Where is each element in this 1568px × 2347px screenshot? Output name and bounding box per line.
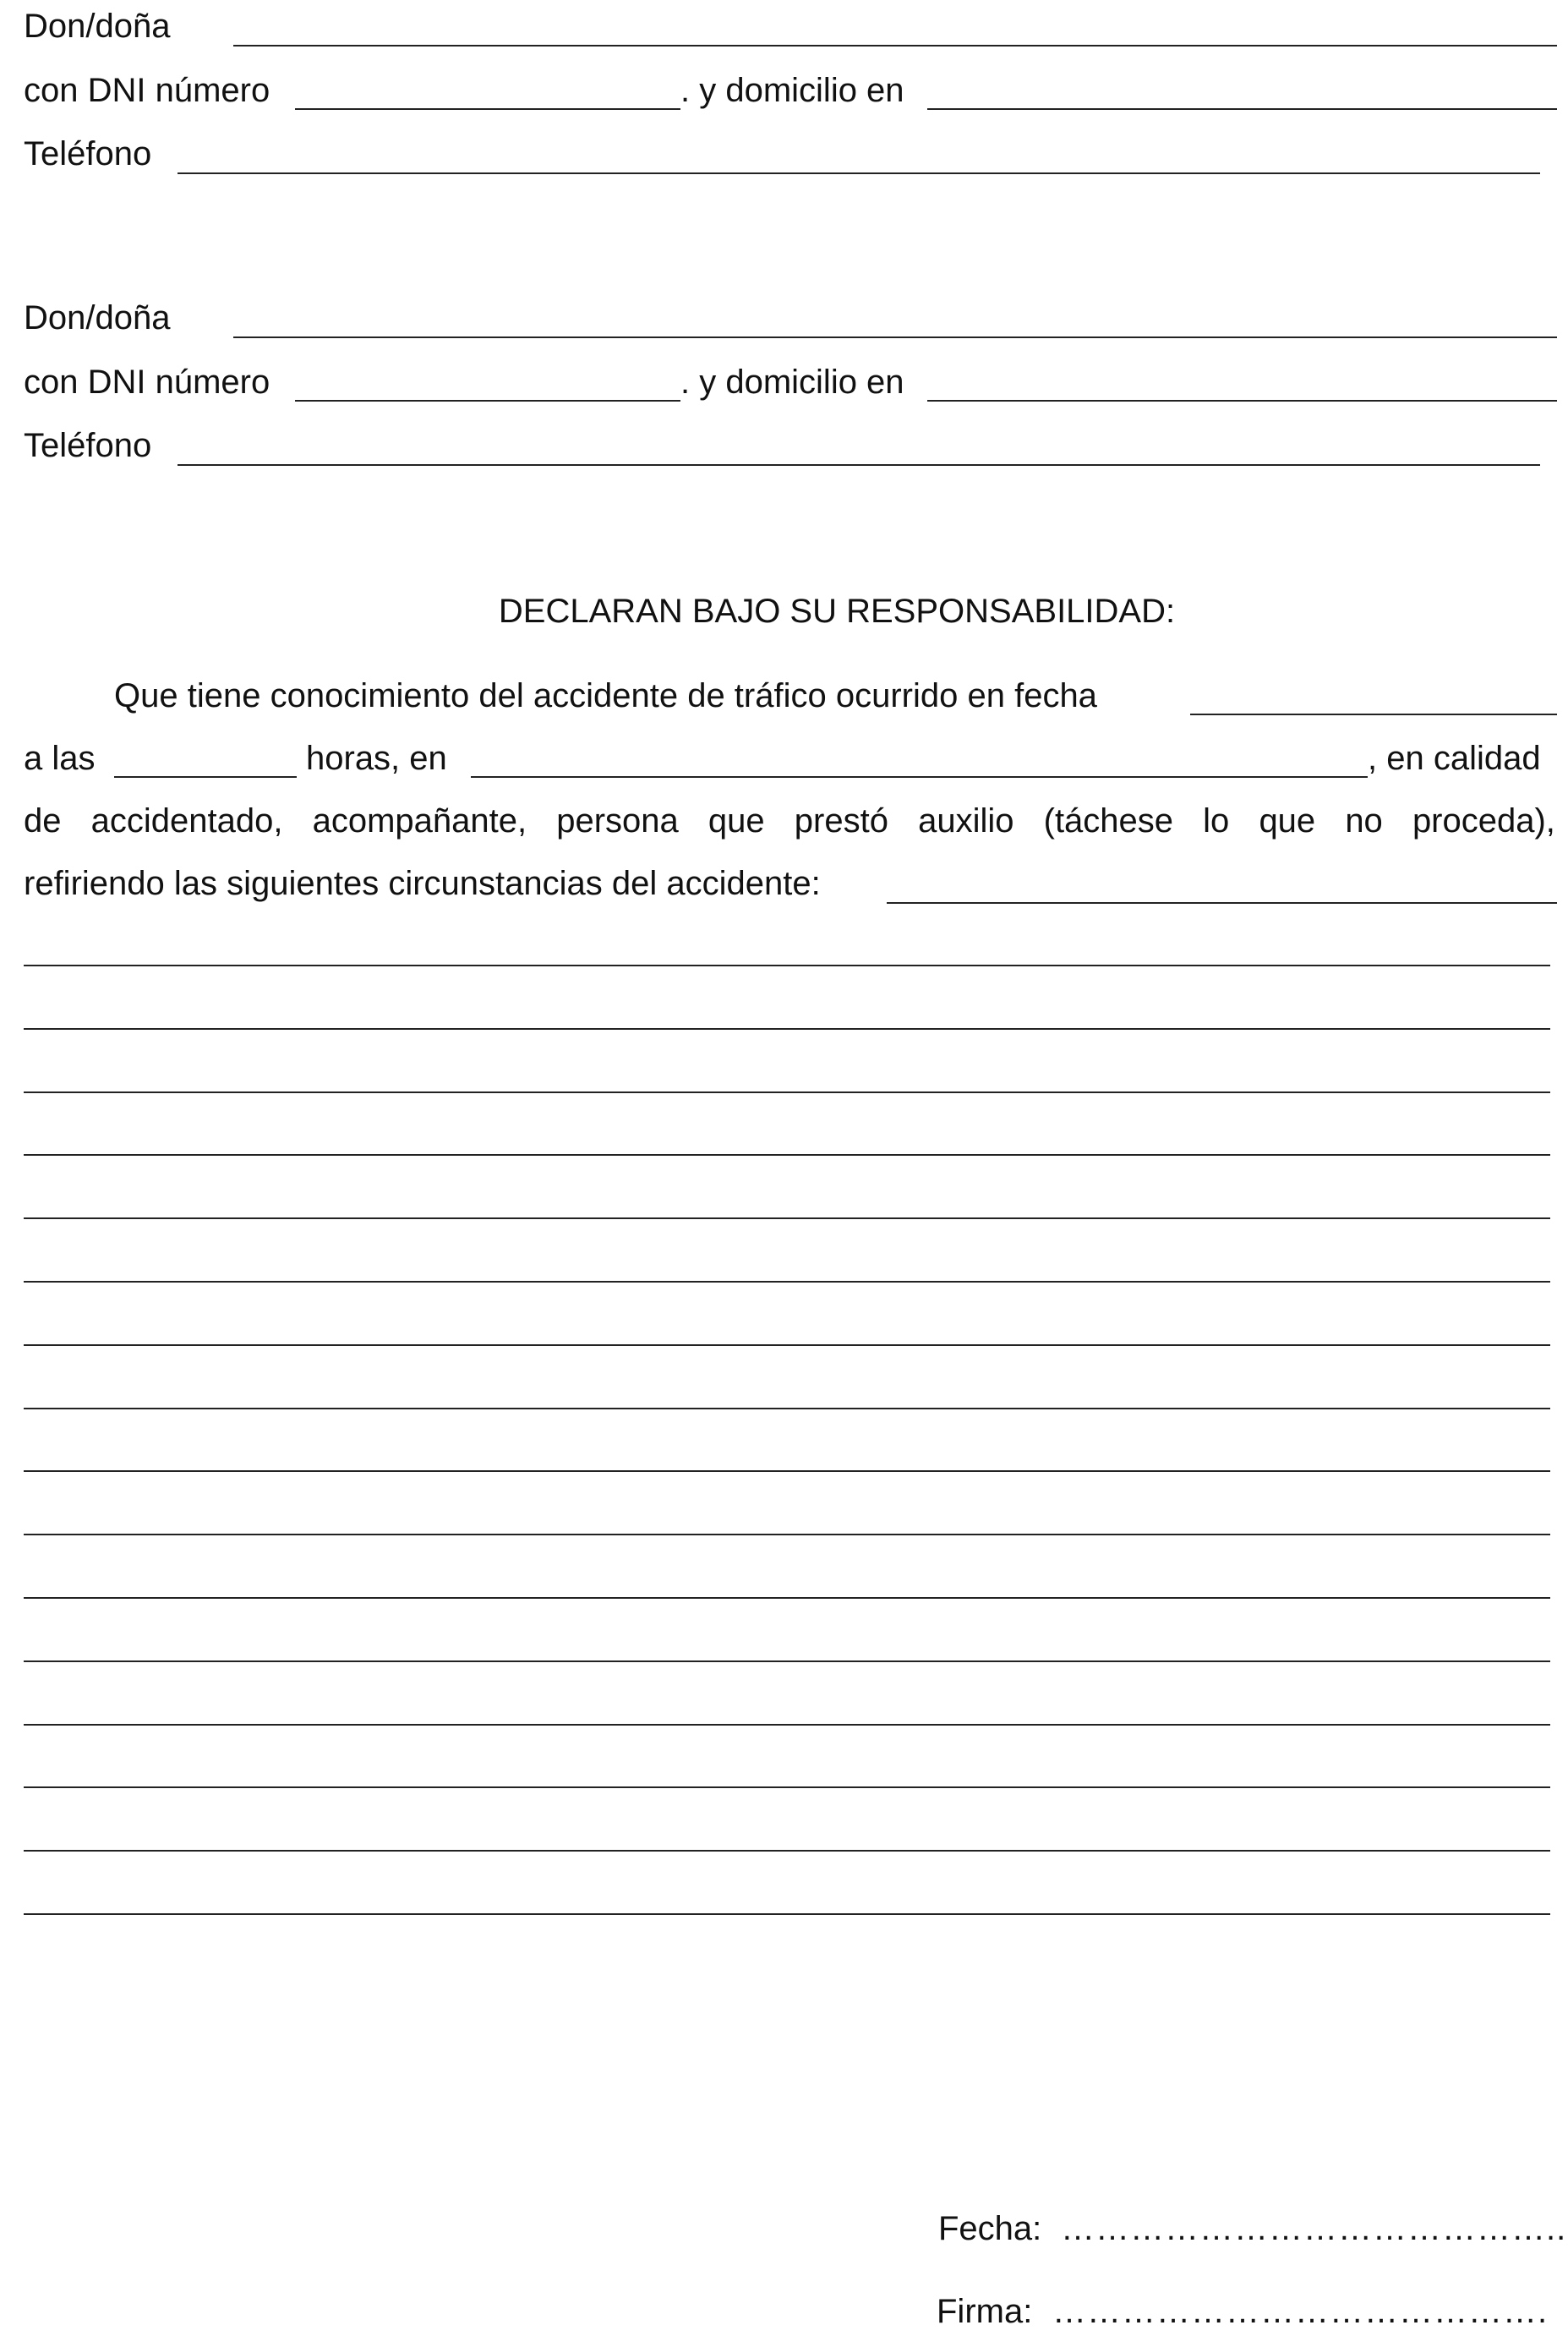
- declaration-place-label: horas, en: [306, 740, 447, 777]
- declaration-circumstances-label: refiriendo las siguientes circunstancias del accidente:: [24, 865, 821, 902]
- circumstances-line[interactable]: [24, 1724, 1550, 1726]
- declaration-capacity-label: , en calidad: [1368, 740, 1541, 777]
- circumstances-line[interactable]: [24, 1660, 1550, 1662]
- signature-label: Firma:: [937, 2293, 1033, 2330]
- circumstances-line[interactable]: [24, 1091, 1550, 1093]
- person2-phone-field[interactable]: [178, 464, 1540, 466]
- person2-phone-label: Teléfono: [24, 427, 152, 464]
- person1-address-field[interactable]: [927, 108, 1557, 110]
- person1-id-label: con DNI número: [24, 72, 270, 109]
- person2-name-field[interactable]: [233, 336, 1557, 338]
- line3-word: accidentado,: [90, 802, 283, 840]
- circumstances-line[interactable]: [24, 1470, 1550, 1472]
- signature-field[interactable]: …………………………………….: [1052, 2293, 1549, 2330]
- person1-phone-label: Teléfono: [24, 135, 152, 172]
- circumstances-line[interactable]: [24, 965, 1550, 966]
- line3-word: (táchese: [1043, 802, 1174, 840]
- circumstances-line[interactable]: [24, 1534, 1550, 1535]
- line3-word: prestó: [794, 802, 888, 840]
- line3-word: no: [1345, 802, 1383, 840]
- declaration-line3: [24, 801, 1555, 840]
- line3-word: que: [1259, 802, 1316, 840]
- line3-word: auxilio: [918, 802, 1014, 840]
- accident-time-field[interactable]: [114, 776, 297, 778]
- circumstances-line[interactable]: [24, 1154, 1550, 1156]
- person1-name-field[interactable]: [233, 45, 1557, 47]
- line3-word: lo: [1203, 802, 1230, 840]
- person2-name-label: Don/doña: [24, 299, 171, 336]
- line3-word: proceda),: [1412, 802, 1555, 840]
- person2-id-field[interactable]: [295, 400, 680, 402]
- line3-word: persona: [556, 802, 679, 840]
- person1-id-field[interactable]: [295, 108, 680, 110]
- circumstances-line[interactable]: [24, 1217, 1550, 1219]
- person1-address-label: . y domicilio en: [680, 72, 904, 109]
- declaration-line1-text: Que tiene conocimiento del accidente de tráfico ocurrido en fecha: [114, 677, 1097, 714]
- person2-id-label: con DNI número: [24, 364, 270, 401]
- date-label: Fecha:: [938, 2210, 1042, 2247]
- line3-word: acompañante,: [312, 802, 527, 840]
- declaration-time-label: a las: [24, 740, 96, 777]
- person2-address-field[interactable]: [927, 400, 1557, 402]
- circumstances-line[interactable]: [24, 1597, 1550, 1599]
- circumstances-field-first[interactable]: [887, 902, 1557, 904]
- person2-address-label: . y domicilio en: [680, 364, 904, 401]
- circumstances-line[interactable]: [24, 1344, 1550, 1346]
- person1-name-label: Don/doña: [24, 8, 171, 45]
- circumstances-line[interactable]: [24, 1281, 1550, 1283]
- accident-date-field[interactable]: [1190, 714, 1557, 715]
- declaration-heading: DECLARAN BAJO SU RESPONSABILIDAD:: [498, 593, 1176, 630]
- circumstances-line[interactable]: [24, 1408, 1550, 1409]
- circumstances-line[interactable]: [24, 1850, 1550, 1852]
- circumstances-line[interactable]: [24, 1028, 1550, 1030]
- accident-place-field[interactable]: [471, 776, 1368, 778]
- line3-word: que: [708, 802, 765, 840]
- date-field[interactable]: ……………………………………..: [1061, 2210, 1567, 2247]
- line3-word: de: [24, 802, 62, 840]
- circumstances-line[interactable]: [24, 1786, 1550, 1788]
- person1-phone-field[interactable]: [178, 172, 1540, 174]
- circumstances-line[interactable]: [24, 1913, 1550, 1915]
